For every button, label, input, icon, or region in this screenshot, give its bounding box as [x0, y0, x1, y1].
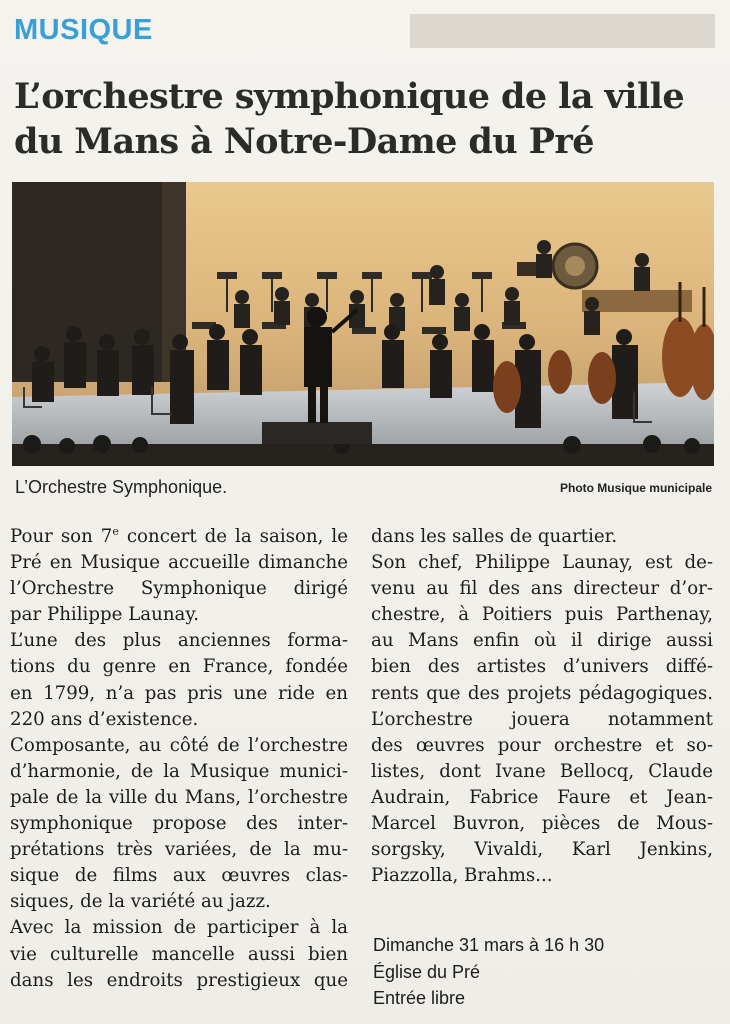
text-line: siques, de la variété au jazz. — [10, 891, 271, 913]
text-line: sorgsky, Vivaldi, Karl Jenkins, — [371, 839, 713, 861]
text-line: d’harmonie, de la Musique munici- — [10, 760, 348, 782]
event-venue: Église du Pré — [373, 961, 481, 982]
event-admission: Entrée libre — [373, 988, 466, 1008]
text-line: sique de films aux œuvres clas- — [10, 865, 348, 887]
text-line: des œuvres pour orchestre et so- — [371, 734, 713, 756]
text-line: au Mans enfin où il dirige aussi — [371, 630, 713, 652]
photo-credit: Photo Musique municipale — [559, 481, 712, 495]
text-line: pale de la ville du Mans, l’orchestre — [10, 786, 348, 808]
text-line: Composante, au côté de l’orchestre — [10, 734, 348, 756]
text-line: tions du genre en France, fondée — [10, 656, 348, 678]
text-line: venu au fil des ans directeur d’or- — [371, 578, 713, 600]
headline-line-2: du Mans à Notre-Dame du Pré — [14, 121, 594, 162]
text-line: vie culturelle mancelle aussi bien — [10, 943, 348, 965]
photo-caption: L’Orchestre Symphonique. — [15, 477, 228, 497]
text-line: bien des artistes d’univers diffé- — [371, 656, 713, 678]
text-line: Pré en Musique accueille dimanche — [10, 552, 348, 574]
bleed-through-banner — [410, 14, 715, 48]
text-line: dans les salles de quartier. — [371, 526, 618, 547]
text-line: 220 ans d’existence. — [10, 708, 199, 730]
text-line: en 1799, n’a pas pris une ride en — [10, 682, 348, 704]
practical-info — [373, 932, 604, 1012]
article-column-right — [371, 524, 713, 889]
text-line: prétations très variées, de la mu- — [10, 839, 348, 861]
text-line: Pour son 7e concert de la saison, le — [10, 524, 348, 547]
article-column-left — [10, 524, 348, 994]
text-line: Avec la mission de participer à la — [10, 917, 348, 939]
event-date: Dimanche 31 mars à 16 h 30 — [373, 935, 605, 955]
text-line: Marcel Buvron, pièces de Mous- — [371, 813, 713, 835]
text-line: Piazzolla, Brahms... — [371, 865, 553, 887]
text-line: l’Orchestre Symphonique dirigé — [10, 578, 348, 600]
superscript: e — [112, 524, 119, 538]
section-rubric: MUSIQUE — [14, 14, 153, 46]
article-headline — [14, 74, 714, 164]
text-line: chestre, à Poitiers puis Parthenay, — [371, 604, 713, 626]
text-line: L’une des plus anciennes forma- — [10, 630, 348, 652]
text-line: Son chef, Philippe Launay, est de- — [371, 552, 713, 574]
text-line: listes, dont Ivane Bellocq, Claude — [371, 760, 713, 782]
text-line: L’orchestre jouera notamment — [371, 708, 713, 730]
text-line: dans les endroits prestigieux que — [10, 969, 348, 991]
text-line: rents que des projets pédagogiques. — [371, 682, 713, 704]
text-line: symphonique propose des inter- — [10, 813, 348, 835]
headline-line-1: L’orchestre symphonique de la ville — [14, 76, 685, 117]
text-line: par Philippe Launay. — [10, 604, 200, 626]
text-line: Audrain, Fabrice Faure et Jean- — [371, 786, 713, 808]
orchestra-photo — [12, 182, 714, 466]
